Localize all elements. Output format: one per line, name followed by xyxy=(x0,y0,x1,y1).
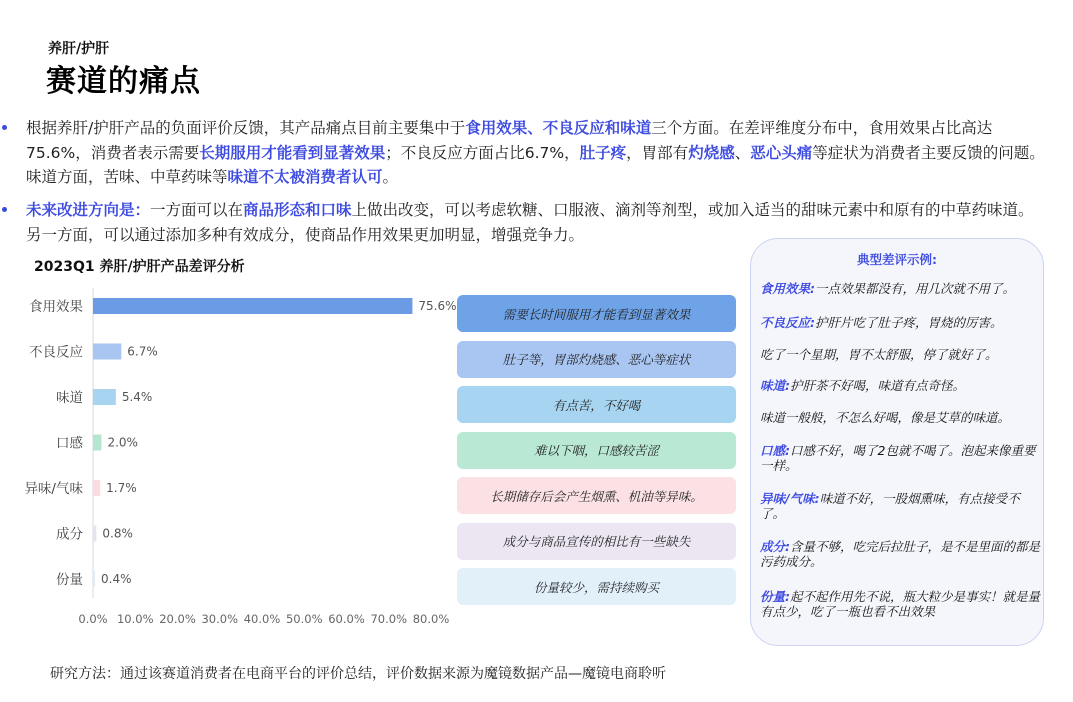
x-tick-label: 0.0% xyxy=(78,612,108,626)
bar xyxy=(93,480,100,496)
x-tick-label: 40.0% xyxy=(243,612,281,626)
review-text: 护肝茶不好喝，味道有点奇怪。 xyxy=(790,378,966,393)
footer-note: 研究方法：通过该赛道消费者在电商平台的评价总结，评价数据来源为魔镜数据产品—魔镜电商聆听 xyxy=(50,666,666,682)
category-label: 份量 xyxy=(56,572,83,588)
highlight-text: 商品形态和口味 xyxy=(243,201,352,219)
review-label: 口感: xyxy=(760,443,790,458)
highlight-text: 肚子疼 xyxy=(579,143,627,162)
x-tick-label: 80.0% xyxy=(412,612,450,626)
summary-paragraph xyxy=(26,116,1046,190)
page-subtitle: 养肝/护肝 xyxy=(48,41,110,57)
category-label: 不良反应 xyxy=(29,344,83,361)
x-tick-label: 30.0% xyxy=(201,612,239,626)
highlight-text: 食用效果、不良反应和味道 xyxy=(465,119,652,137)
review-item xyxy=(760,281,1040,296)
review-text: 起不起作用先不说，瓶大粒少是事实！就是量有点少，吃了一瓶也看不出效果 xyxy=(760,589,1041,619)
review-text: 一点效果都没有，用几次就不用了。 xyxy=(815,281,1016,296)
paragraph-text: 。 xyxy=(382,168,399,186)
bar xyxy=(93,389,116,405)
reviews-panel xyxy=(750,238,1044,646)
x-tick-label: 10.0% xyxy=(116,612,154,626)
highlight-text: 未来改进方向是： xyxy=(26,201,151,219)
review-item xyxy=(760,539,1040,569)
paragraph-text: 三个方面。在差评维度分布中，食用效果占比高达75.6%，消费者表示需要 xyxy=(26,119,993,162)
value-label: 2.0% xyxy=(107,435,138,450)
review-text: 口感不好，喝了2包就不喝了。泡起来像重要一样。 xyxy=(760,443,1036,473)
value-label: 0.8% xyxy=(102,526,133,541)
paragraph-text: 根据养肝/护肝产品的负面评价反馈，其产品痛点目前主要集中于 xyxy=(26,119,466,137)
comment-box: 成分与商品宣传的相比有一些缺失 xyxy=(457,523,736,560)
bar xyxy=(93,298,412,314)
paragraph-text: ，胃部有 xyxy=(626,143,689,162)
paragraph-text: 一方面可以在 xyxy=(150,201,244,219)
highlight-text: 恶心头痛 xyxy=(750,143,813,162)
x-tick-label: 20.0% xyxy=(159,612,196,626)
highlight-text: 灼烧感 xyxy=(688,143,735,162)
paragraph-text: 、 xyxy=(734,143,751,162)
value-label: 6.7% xyxy=(127,344,158,359)
bar xyxy=(93,571,95,587)
review-label: 异味/气味: xyxy=(760,491,820,506)
bullet-icon xyxy=(2,207,7,212)
review-item xyxy=(760,410,1040,425)
review-item xyxy=(760,315,1040,330)
comment-box: 需要长时间服用才能看到显著效果 xyxy=(457,295,736,332)
value-label: 5.4% xyxy=(121,390,153,404)
review-text: 味道不好，一股烟熏味，有点接受不了。 xyxy=(760,491,1020,521)
comment-box: 长期储存后会产生烟熏、机油等异味。 xyxy=(457,477,736,514)
review-label: 不良反应: xyxy=(760,315,815,330)
paragraph-text: ；不良反应方面占比6.7%， xyxy=(385,143,580,162)
reviews-panel-title: 典型差评示例: xyxy=(857,252,937,267)
review-label: 食用效果: xyxy=(760,281,815,296)
x-tick-label: 60.0% xyxy=(328,612,365,626)
highlight-text: 味道不太被消费者认可 xyxy=(227,168,383,186)
highlight-text: 长期服用才能看到显著效果 xyxy=(199,143,386,162)
review-item xyxy=(760,443,1040,473)
review-label: 份量: xyxy=(760,589,790,604)
review-item xyxy=(760,378,1040,393)
x-tick-label: 70.0% xyxy=(370,612,408,626)
bar xyxy=(93,435,101,451)
review-text: 味道一般般，不怎么好喝，像是艾草的味道。 xyxy=(760,410,1011,425)
category-label: 味道 xyxy=(56,390,83,406)
value-label: 1.7% xyxy=(106,481,137,495)
chart-title: 2023Q1 养肝/护肝产品差评分析 xyxy=(34,259,245,275)
category-label: 成分 xyxy=(56,526,83,543)
value-label: 75.6% xyxy=(418,299,457,313)
value-label: 0.4% xyxy=(101,572,132,586)
review-item xyxy=(760,347,1040,362)
bar xyxy=(93,344,121,360)
bar-chart xyxy=(0,280,457,630)
page-title: 赛道的痛点 xyxy=(46,64,201,99)
comment-box: 难以下咽，口感较苦涩 xyxy=(457,432,736,469)
comment-box: 份量较少，需持续购买 xyxy=(457,568,736,605)
bar xyxy=(93,526,96,542)
comment-box: 有点苦，不好喝 xyxy=(457,386,736,423)
category-label: 食用效果 xyxy=(29,299,83,315)
review-label: 成分: xyxy=(760,539,790,554)
review-label: 味道: xyxy=(760,378,790,393)
review-text: 护肝片吃了肚子疼，胃烧的厉害。 xyxy=(815,315,1003,330)
bullet-icon xyxy=(2,125,7,130)
review-text: 含量不够，吃完后拉肚子，是不是里面的都是污药成分。 xyxy=(760,539,1041,569)
paragraph-text: 上做出改变，可以考虑软糖、口服液、滴剂等剂型，或加入适当的甜味元素中和原有的中草药味道。另一方面，可以通过添加多种有效成分，使商品作用效果更加明显，增强竞争力。 xyxy=(26,201,1034,244)
category-label: 口感 xyxy=(56,435,83,452)
review-item xyxy=(760,491,1040,521)
category-label: 异味/气味 xyxy=(24,481,83,497)
review-text: 吃了一个星期，胃不太舒服，停了就好了。 xyxy=(760,347,998,362)
paragraph-text: 等症状为消费者主要反馈的问题。味道方面，苦味、中草药味等 xyxy=(26,143,1045,186)
x-tick-label: 50.0% xyxy=(285,612,323,626)
comment-box: 肚子等，胃部灼烧感、恶心等症状 xyxy=(457,341,736,378)
review-item xyxy=(760,589,1040,619)
